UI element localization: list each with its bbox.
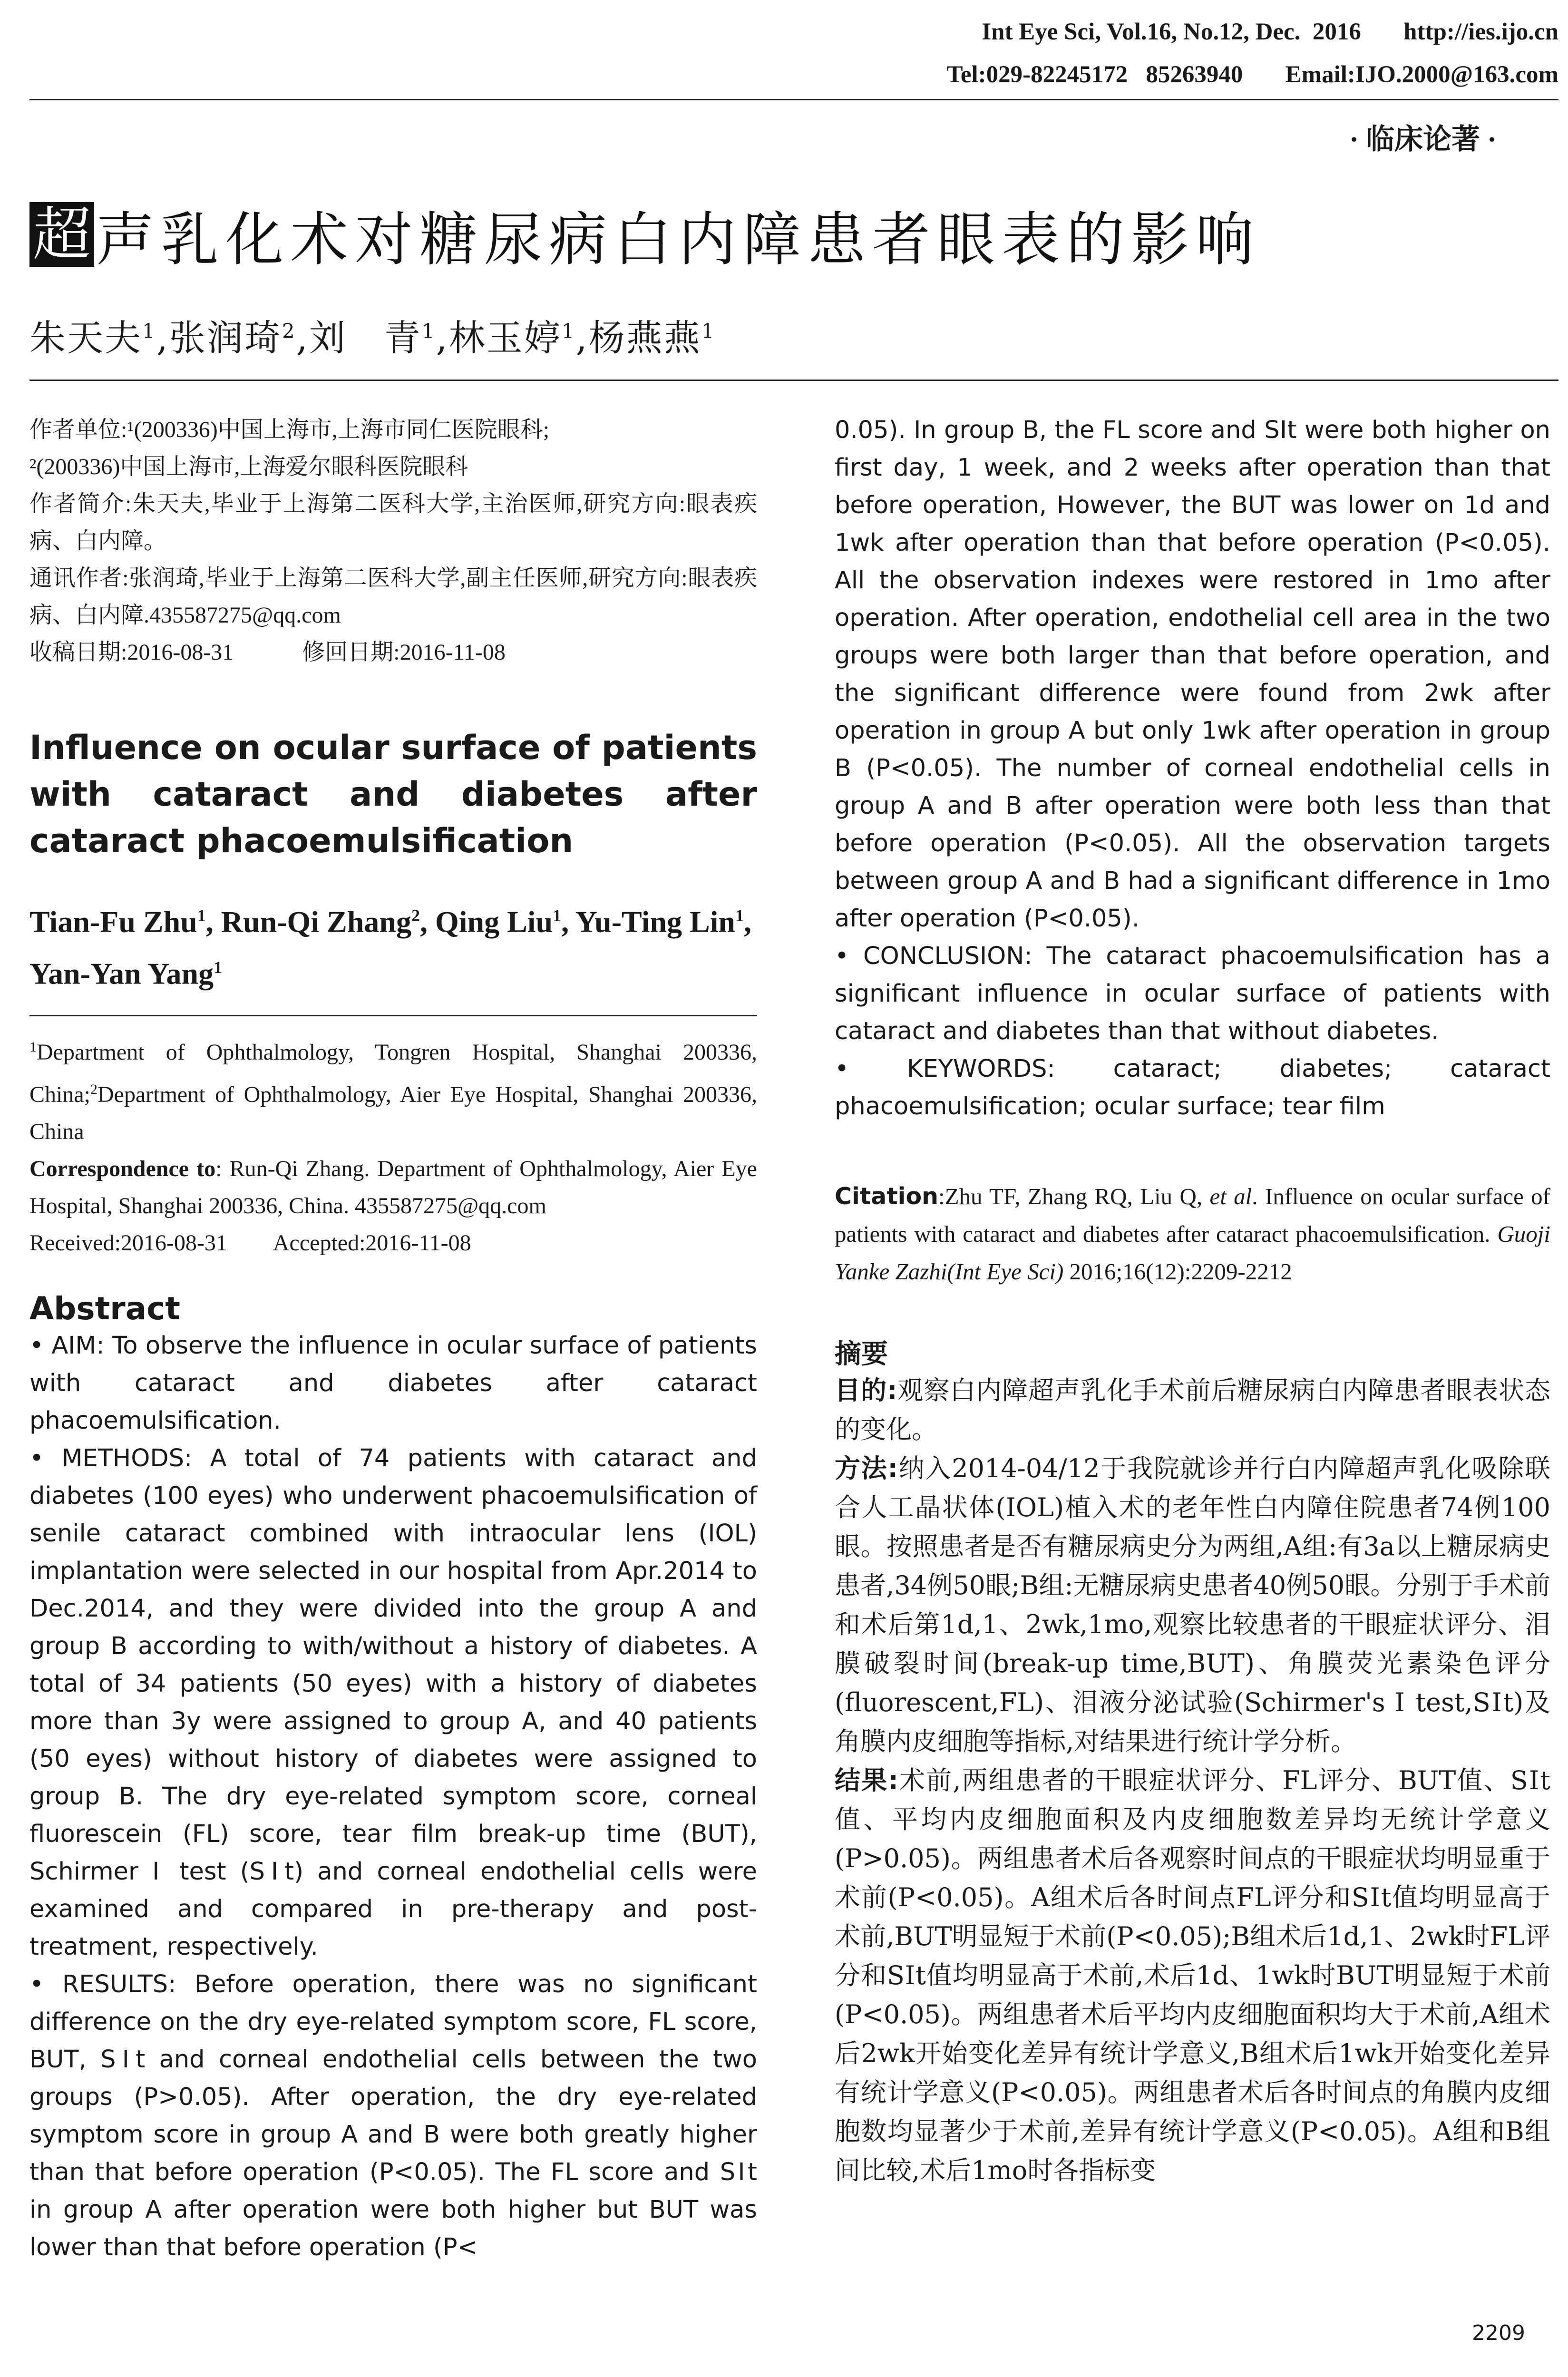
citation-authors: :Zhu TF, Zhang RQ, Liu Q, [938, 1183, 1210, 1209]
citation-label: Citation [835, 1183, 939, 1210]
author-sup: 1 [421, 319, 436, 343]
page-number: 2209 [1472, 2321, 1525, 2345]
citation [835, 1178, 1550, 1290]
author-sup: 1 [142, 319, 156, 343]
header-rule [29, 99, 1558, 100]
citation-volume: 2016;16(12):2209-2212 [1063, 1258, 1292, 1285]
corr-text: : Run-Qi Zhang. Department of Ophthalmology, Aier Eye Hospital, Shanghai 200336, China. 435587275@qq.com [29, 1156, 757, 1218]
author-name: Tian-Fu Zhu [29, 905, 197, 939]
author-name: Qing Liu [435, 905, 553, 939]
abstract-results-part1: • RESULTS: Before operation, there was no significant difference on the dry eye-related symptom score, FL score, BUT, SⅠt and corneal endothelial cells between the two groups (P>0.05). After operation, the dry eye-related symptom score in group A and B were both greatly higher than that before operation (P<0.05). The FL score and SⅠt in group A after operation were both higher but BUT was lower than that before operation (P< [29, 1970, 757, 2261]
author-name: 杨燕燕 [588, 317, 701, 359]
authors-cn: 朱天夫$^1$,张润琦$^2$,刘 青$^1$,林玉婷$^1$,杨燕燕$^1$ [29, 317, 716, 359]
abstract-results-part2: 0.05). In group B, the FL score and SⅠt were both higher on first day, 1 week, and 2 weeks after operation than that before operation, However, the BUT was lower on 1d and 1wk after operation than that before operation (P<0.05). All the observation indexes were restored in 1mo after operation. After operation, endothelial cell area in the two groups were both larger than that before operation, and the significant difference were found from 2wk after operation in group A but only 1wk after operation in group B (P<0.05). The number of corneal endothelial cells in group A and B after operation were both less than that before operation (P<0.05). All the observation targets between group A and B had a significant difference in 1mo after operation (P<0.05). [835, 416, 1550, 933]
citation-etal: et al [1209, 1183, 1252, 1209]
author-bio: 作者简介:朱天夫,毕业于上海第二医科大学,主治医师,研究方向:眼表疾病、白内障。 [29, 491, 757, 554]
journal-header-line2: Tel:029-82245172 85263940 Email:IJO.2000@163.com [946, 61, 1558, 88]
author-unit-2: ²(200336)中国上海市,上海爱尔眼科医院眼科 [29, 454, 468, 479]
author-unit-1: 作者单位:¹(200336)中国上海市,上海市同仁医院眼科; [29, 417, 550, 442]
cn-aim-label: 目的: [835, 1375, 897, 1405]
dates-cn: 收稿日期:2016-08-31 修回日期:2016-11-08 [29, 640, 506, 665]
article-title [29, 199, 1260, 273]
title-first-char: 超 [29, 202, 94, 267]
author-sup: 2 [411, 906, 420, 925]
journal-header-line1: Int Eye Sci, Vol.16, No.12, Dec. 2016 http://ies.ijo.cn [982, 19, 1558, 45]
right-column [835, 411, 1550, 2190]
author-name: 刘 青 [309, 317, 422, 359]
section-tag: · 临床论著 · [1349, 124, 1497, 155]
correspondence-cn: 通讯作者:张润琦,毕业于上海第二医科大学,副主任医师,研究方向:眼表疾病、白内障.435587275@qq.com [29, 565, 757, 628]
author-name: Run-Qi Zhang [221, 905, 411, 939]
cn-results-label: 结果: [835, 1765, 898, 1795]
cn-results [835, 1761, 1550, 2190]
author-sup: 1 [561, 319, 576, 343]
received-accepted: Received:2016-08-31 Accepted:2016-11-08 [29, 1230, 471, 1256]
cn-methods [835, 1449, 1550, 1761]
cn-aim-text: 观察白内障超声乳化手术前后糖尿病白内障患者眼表状态的变化。 [835, 1375, 1550, 1444]
left-column [29, 411, 757, 2266]
english-authors: Tian-Fu Zhu$^1$, Run-Qi Zhang$^2$, Qing Liu$^1$, Yu-Ting Lin$^1$, Yan-Yan Yang$^1$ [29, 905, 751, 991]
cn-results-text: 术前,两组患者的干眼症状评分、FL评分、BUT值、SⅠt值、平均内皮细胞面积及内皮细胞数差异均无统计学意义(P>0.05)。两组患者术后各观察时间点的干眼症状均明显重于术前(P<0.05)。A组术后各时间点FL评分和SⅠt值均明显高于术前,BUT明显短于术前(P<0.05);B组术后1d,1、2wk时FL评分和SⅠt值均明显高于术前,术后1d、1wk时BUT明显短于术前(P<0.05)。两组患者术后平均内皮细胞面积均大于术前,A组术后2wk开始变化差异有统计学意义,B组术后1wk开始变化差异有统计学意义(P<0.05)。两组患者术后各时间点的角膜内皮细胞数均显著少于术前,差异有统计学意义(P<0.05)。A组和B组间比较,术后1mo时各指标变 [835, 1765, 1550, 2185]
cn-abstract-heading: 摘要 [835, 1339, 888, 1370]
title-rule [29, 380, 1558, 381]
abstract-heading: Abstract [29, 1290, 180, 1327]
abstract-aim: • AIM: To observe the influence in ocular surface of patients with cataract and diabetes after cataract phacoemulsification. [29, 1331, 757, 1435]
cn-methods-text: 纳入2014-04/12于我院就诊并行白内障超声乳化吸除联合人工晶状体(IOL)植入术的老年性白内障住院患者74例100眼。按照患者是否有糖尿病史分为两组,A组:有3a以上糖尿病史患者,34例50眼;B组:无糖尿病史患者40例50眼。分别于手术前和术后第1d,1、2wk,1mo,观察比较患者的干眼症状评分、泪膜破裂时间(break-up time,BUT)、角膜荧光素染色评分(fluorescent,FL)、泪液分泌试验(Schirmer's Ⅰ test,SⅠt)及角膜内皮细胞等指标,对结果进行统计学分析。 [835, 1453, 1550, 1756]
author-name: 林玉婷 [448, 317, 562, 359]
cn-aim [835, 1371, 1550, 1449]
abstract-body-right [835, 411, 1550, 1125]
corr-label: Correspondence to [29, 1156, 216, 1181]
author-name: Yan-Yan Yang [29, 956, 214, 991]
citation-journal: Guoji Yanke Zazhi(Int Eye Sci) [835, 1221, 1550, 1285]
title-text: 声乳化术对糖尿病白内障患者眼表的影响 [96, 205, 1260, 273]
cn-methods-label: 方法: [835, 1453, 898, 1483]
author-name: 朱天夫 [29, 317, 142, 359]
abstract-methods: • METHODS: A total of 74 patients with cataract and diabetes (100 eyes) who underwent phacoemulsification of senile cataract combined with intraocular lens (IOL) implantation were selected in our hospital from Apr.2014 to Dec.2014, and they were divided into the group A and group B according to with/without a history of diabetes. A total of 34 patients (50 eyes) with a history of diabetes more than 3y were assigned to group A, and 40 patients (50 eyes) without history of diabetes were assigned to group B. The dry eye-related symptom score, corneal fluorescein (FL) score, tear film break-up time (BUT), Schirmer Ⅰ test (SⅠt) and corneal endothelial cells were examined and compared in pre-therapy and post-treatment, respectively. [29, 1444, 757, 1961]
author-name: Yu-Ting Lin [575, 905, 735, 939]
correspondence-en [29, 1150, 757, 1225]
abstract-body-left [29, 1327, 757, 2266]
author-sup: 1 [735, 906, 744, 925]
author-sup: 1 [214, 958, 223, 977]
citation-title: . Influence on ocular surface of patients with cataract and diabetes after cataract phacoemulsification. [835, 1183, 1550, 1247]
author-name: 张润琦 [169, 317, 282, 359]
author-sup: 2 [282, 319, 296, 343]
english-title: Influence on ocular surface of patients with cataract and diabetes after cataract phacoemulsification [29, 728, 757, 860]
abstract-keywords: • KEYWORDS: cataract; diabetes; cataract phacoemulsification; ocular surface; tear film [835, 1055, 1550, 1120]
aff-sup: 1 [29, 1039, 37, 1055]
abstract-conclusion: • CONCLUSION: The cataract phacoemulsification has a significant influence in ocular surface of patients with cataract and diabetes than that without diabetes. [835, 942, 1550, 1045]
aff-dept-1: Department of Ophthalmology, Tongren Hospital, Shanghai 200336, China; [29, 1039, 757, 1107]
author-sup: 1 [701, 319, 716, 343]
author-sup: 1 [197, 906, 206, 925]
author-sup: 1 [553, 906, 562, 925]
author-info [29, 411, 757, 671]
aff-sup: 2 [90, 1081, 97, 1097]
aff-dept-2: Department of Ophthalmology, Aier Eye Hospital, Shanghai 200336, China [29, 1081, 757, 1144]
affiliation [29, 1029, 757, 1150]
cn-abstract-body [835, 1371, 1550, 2190]
